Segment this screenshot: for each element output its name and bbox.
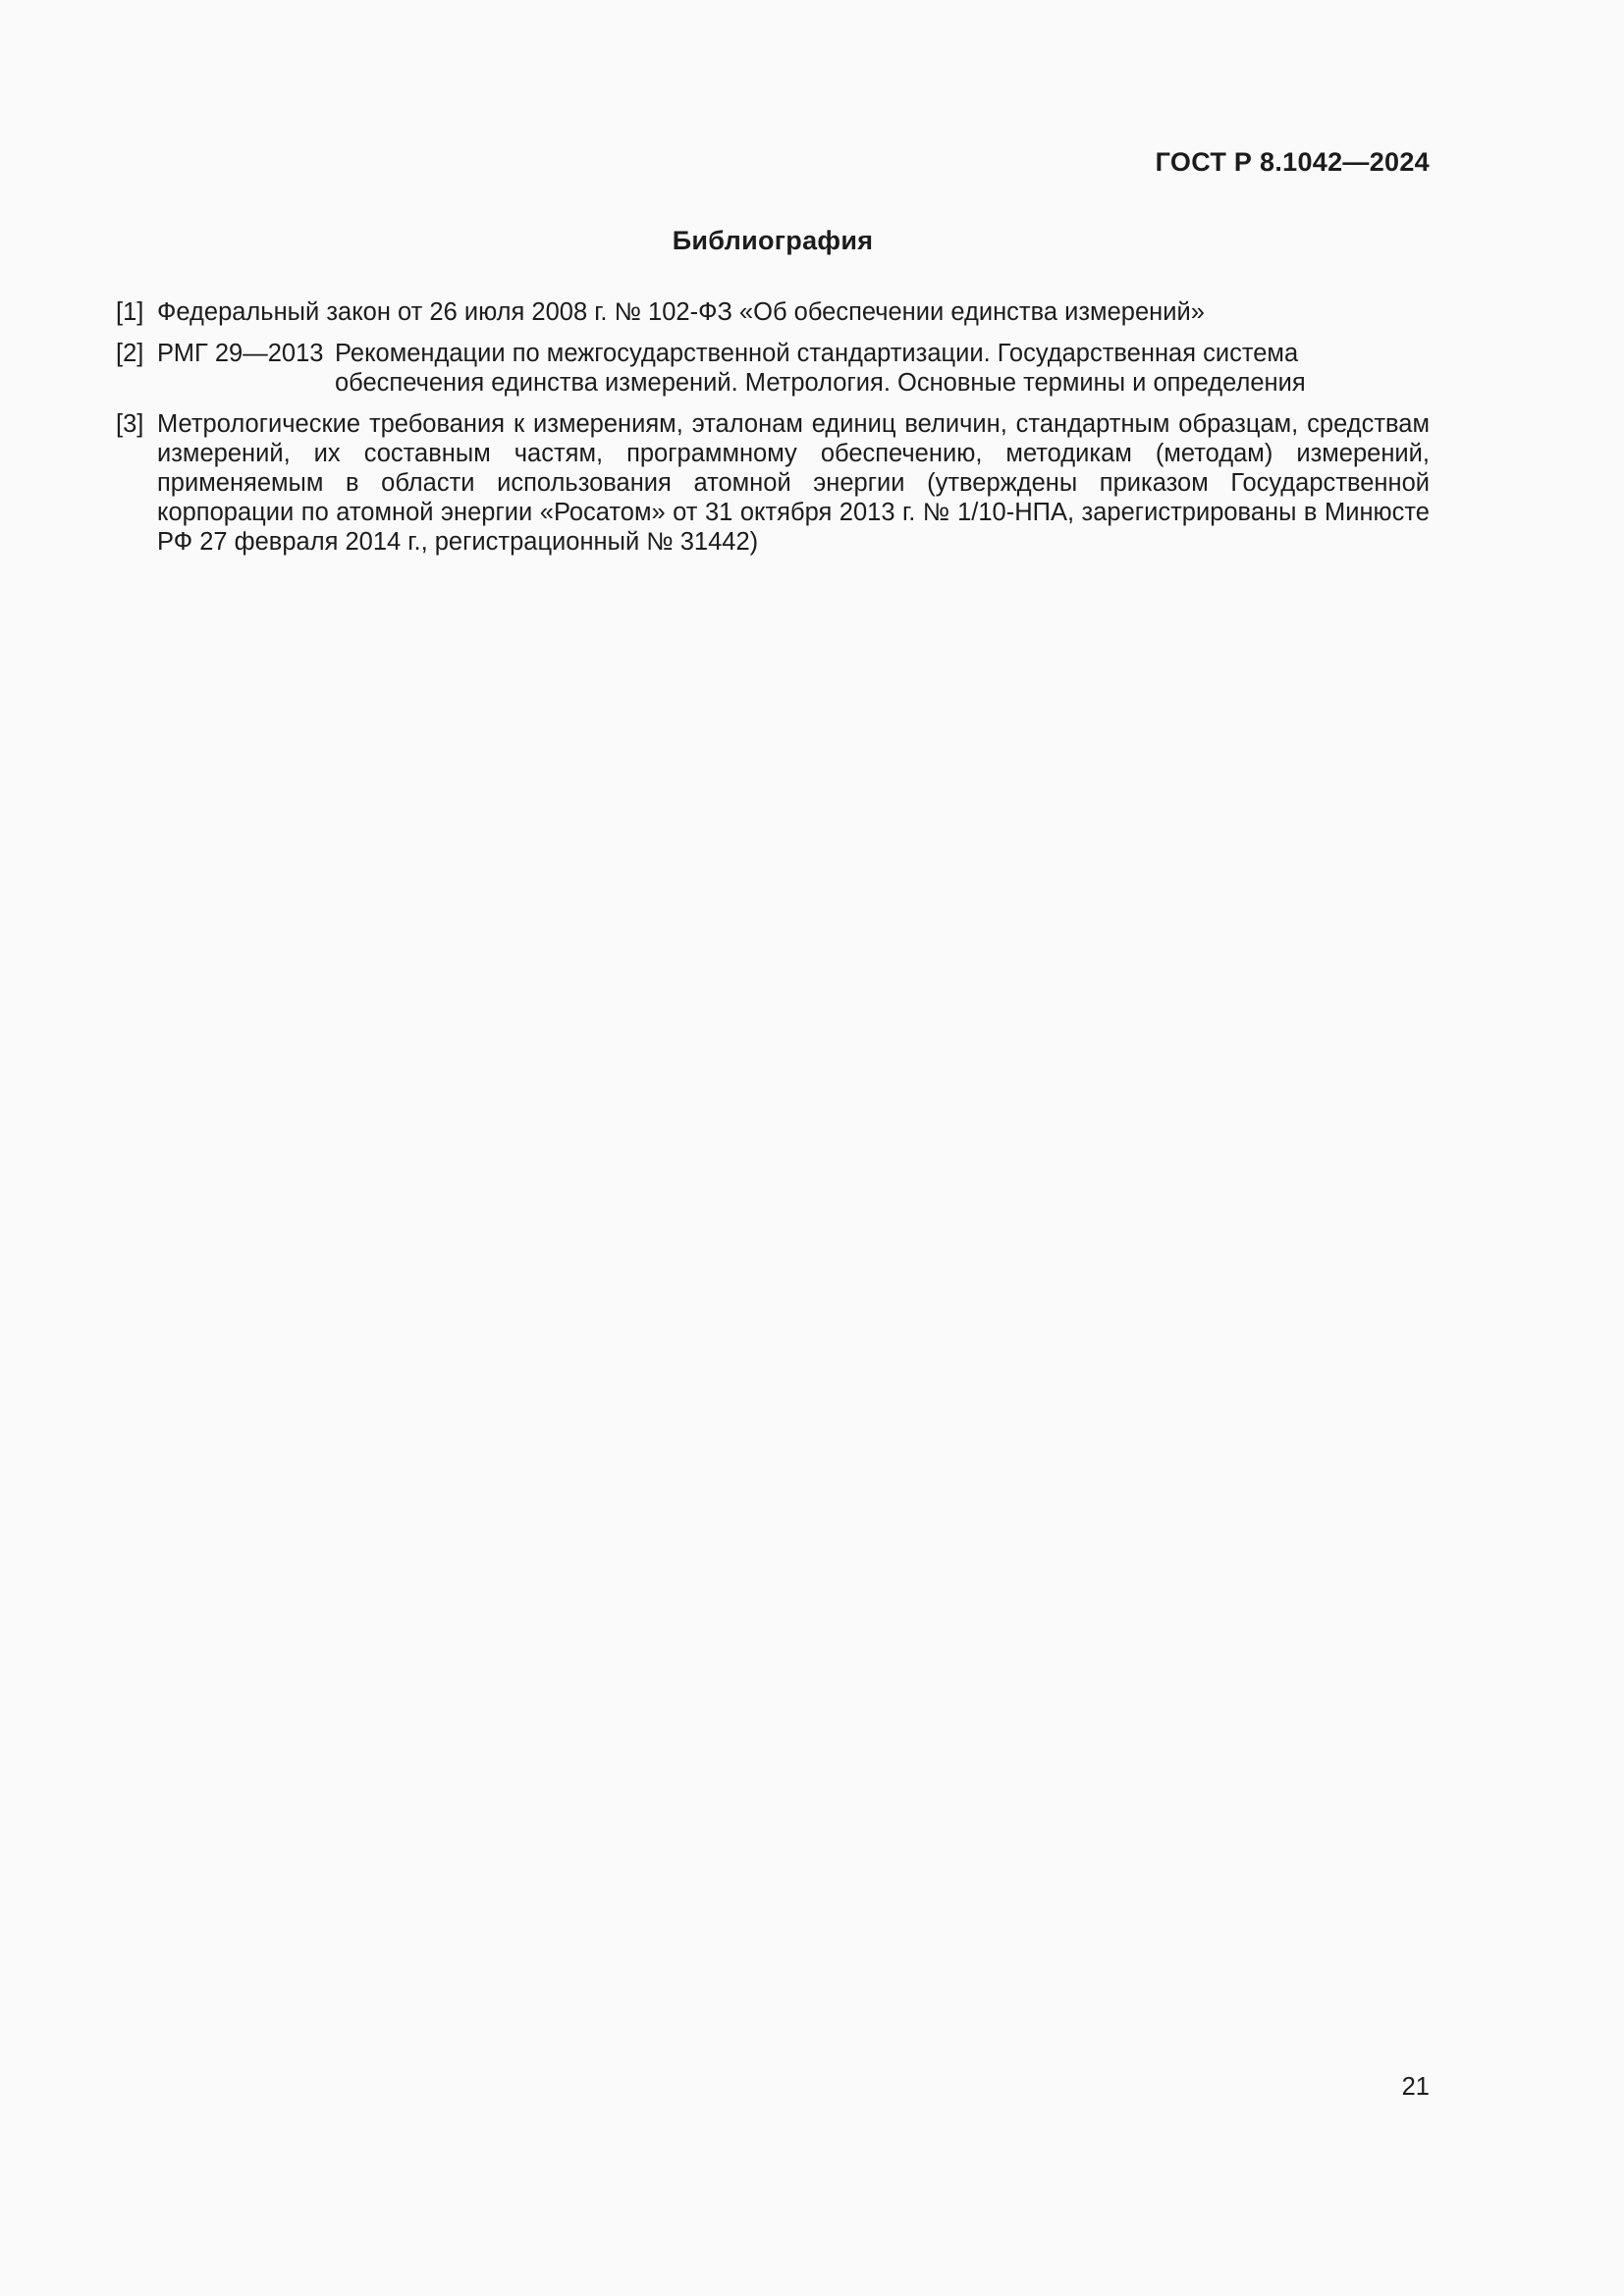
bibliography-entry-1 bbox=[116, 297, 1430, 327]
entry-text: Метрологические требования к измерениям, эталонам единиц величин, стандартным образцам, средствам измерений, их составным частям, программному обеспечению, методикам (методам) измерений, применяемым в области использования атомной энергии (утверждены приказом Государственной корпорации по атомной энергии «Росатом» от 31 октября 2013 г. № 1/10-НПА, зарегистрированы в Минюсте РФ 27 февраля 2014 г., регистрационный № 31442) bbox=[157, 410, 1430, 556]
entry-number: [3] bbox=[116, 410, 144, 438]
entry-body bbox=[157, 339, 1430, 398]
section-title: Библиография bbox=[672, 226, 874, 255]
entry-number: [1] bbox=[116, 298, 144, 326]
entry-text: Федеральный закон от 26 июля 2008 г. № 102-ФЗ «Об обеспечении единства измерений» bbox=[157, 298, 1205, 326]
bibliography-list bbox=[116, 297, 1430, 568]
entry-text: Рекомендации по межгосударственной стандартизации. Государственная система обеспечения единства измерений. Метрология. Основные термины и определения bbox=[335, 340, 1306, 397]
bibliography-entry-3 bbox=[116, 409, 1430, 557]
page-number: 21 bbox=[1401, 2073, 1430, 2101]
entry-number: [2] bbox=[116, 340, 144, 367]
document-code: ГОСТ Р 8.1042—2024 bbox=[1155, 147, 1430, 177]
entry-document-code: РМГ 29—2013 bbox=[157, 340, 324, 367]
bibliography-entry-2 bbox=[116, 339, 1430, 398]
